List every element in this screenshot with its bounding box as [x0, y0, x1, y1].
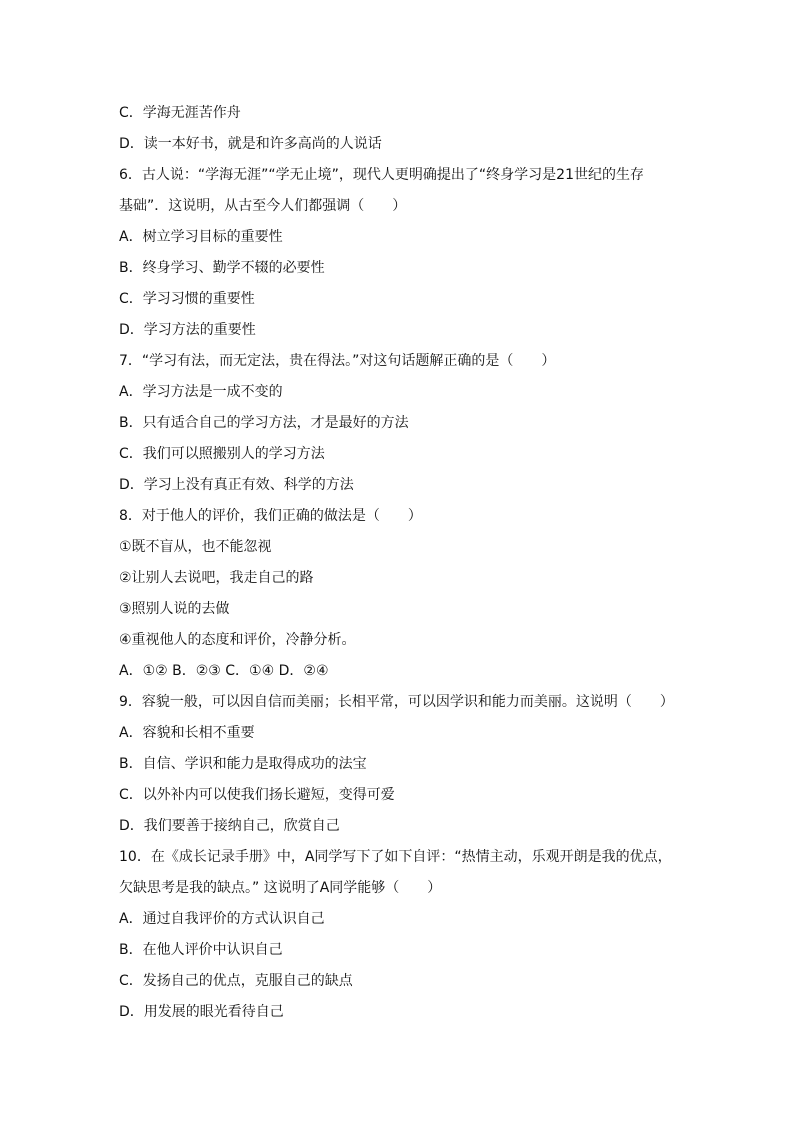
question-6-line-1: 6．古人说：“学海无涯”“学无止境”，现代人更明确提出了“终身学习是21世纪的生存	[119, 167, 644, 183]
option-a-q9: A．容貌和长相不重要	[119, 725, 255, 741]
question-6-line-2: 基础”．这说明，从古至今人们都强调（ ）	[119, 198, 407, 214]
question-10-line-2: 欠缺思考是我的缺点。” 这说明了A同学能够（ ）	[119, 880, 442, 896]
option-b-q7: B．只有适合自己的学习方法，才是最好的方法	[119, 415, 409, 431]
option-b-q9: B．自信、学识和能力是取得成功的法宝	[119, 756, 367, 772]
document-page	[119, 98, 679, 1028]
option-c-q10: C．发扬自己的优点，克服自己的缺点	[119, 973, 353, 989]
question-9: 9．容貌一般，可以因自信而美丽；长相平常，可以因学识和能力而美丽。这说明（ ）	[119, 694, 674, 710]
statement-1-q8: ①既不盲从，也不能忽视	[119, 539, 272, 555]
option-a-q6: A．树立学习目标的重要性	[119, 229, 283, 245]
option-b-q10: B．在他人评价中认识自己	[119, 942, 283, 958]
option-d-q9: D．我们要善于接纳自己，欣赏自己	[119, 818, 340, 834]
question-10-line-1: 10．在《成长记录手册》中，A同学写下了如下自评：“热情主动，乐观开朗是我的优点，	[119, 849, 672, 865]
option-d-q5: D．读一本好书，就是和许多高尚的人说话	[119, 136, 382, 152]
statement-2-q8: ②让别人去说吧，我走自己的路	[119, 570, 314, 586]
option-a-q7: A．学习方法是一成不变的	[119, 384, 283, 400]
option-b-q6: B．终身学习、勤学不辍的必要性	[119, 260, 325, 276]
question-7: 7．“学习有法，而无定法，贵在得法。”对这句话题解正确的是（ ）	[119, 353, 556, 369]
question-8: 8．对于他人的评价，我们正确的做法是（ ）	[119, 508, 422, 524]
statement-4-q8: ④重视他人的态度和评价，冷静分析。	[119, 632, 356, 648]
statement-3-q8: ③照别人说的去做	[119, 601, 230, 617]
options-q8: A．①② B．②③ C．①④ D．②④	[119, 663, 329, 679]
option-d-q10: D．用发展的眼光看待自己	[119, 1004, 284, 1020]
option-c-q5: C．学海无涯苦作舟	[119, 105, 241, 121]
option-d-q6: D．学习方法的重要性	[119, 322, 256, 338]
option-a-q10: A．通过自我评价的方式认识自己	[119, 911, 325, 927]
option-c-q7: C．我们可以照搬别人的学习方法	[119, 446, 325, 462]
option-c-q6: C．学习习惯的重要性	[119, 291, 255, 307]
option-d-q7: D．学习上没有真正有效、科学的方法	[119, 477, 354, 493]
option-c-q9: C．以外补内可以使我们扬长避短，变得可爱	[119, 787, 395, 803]
